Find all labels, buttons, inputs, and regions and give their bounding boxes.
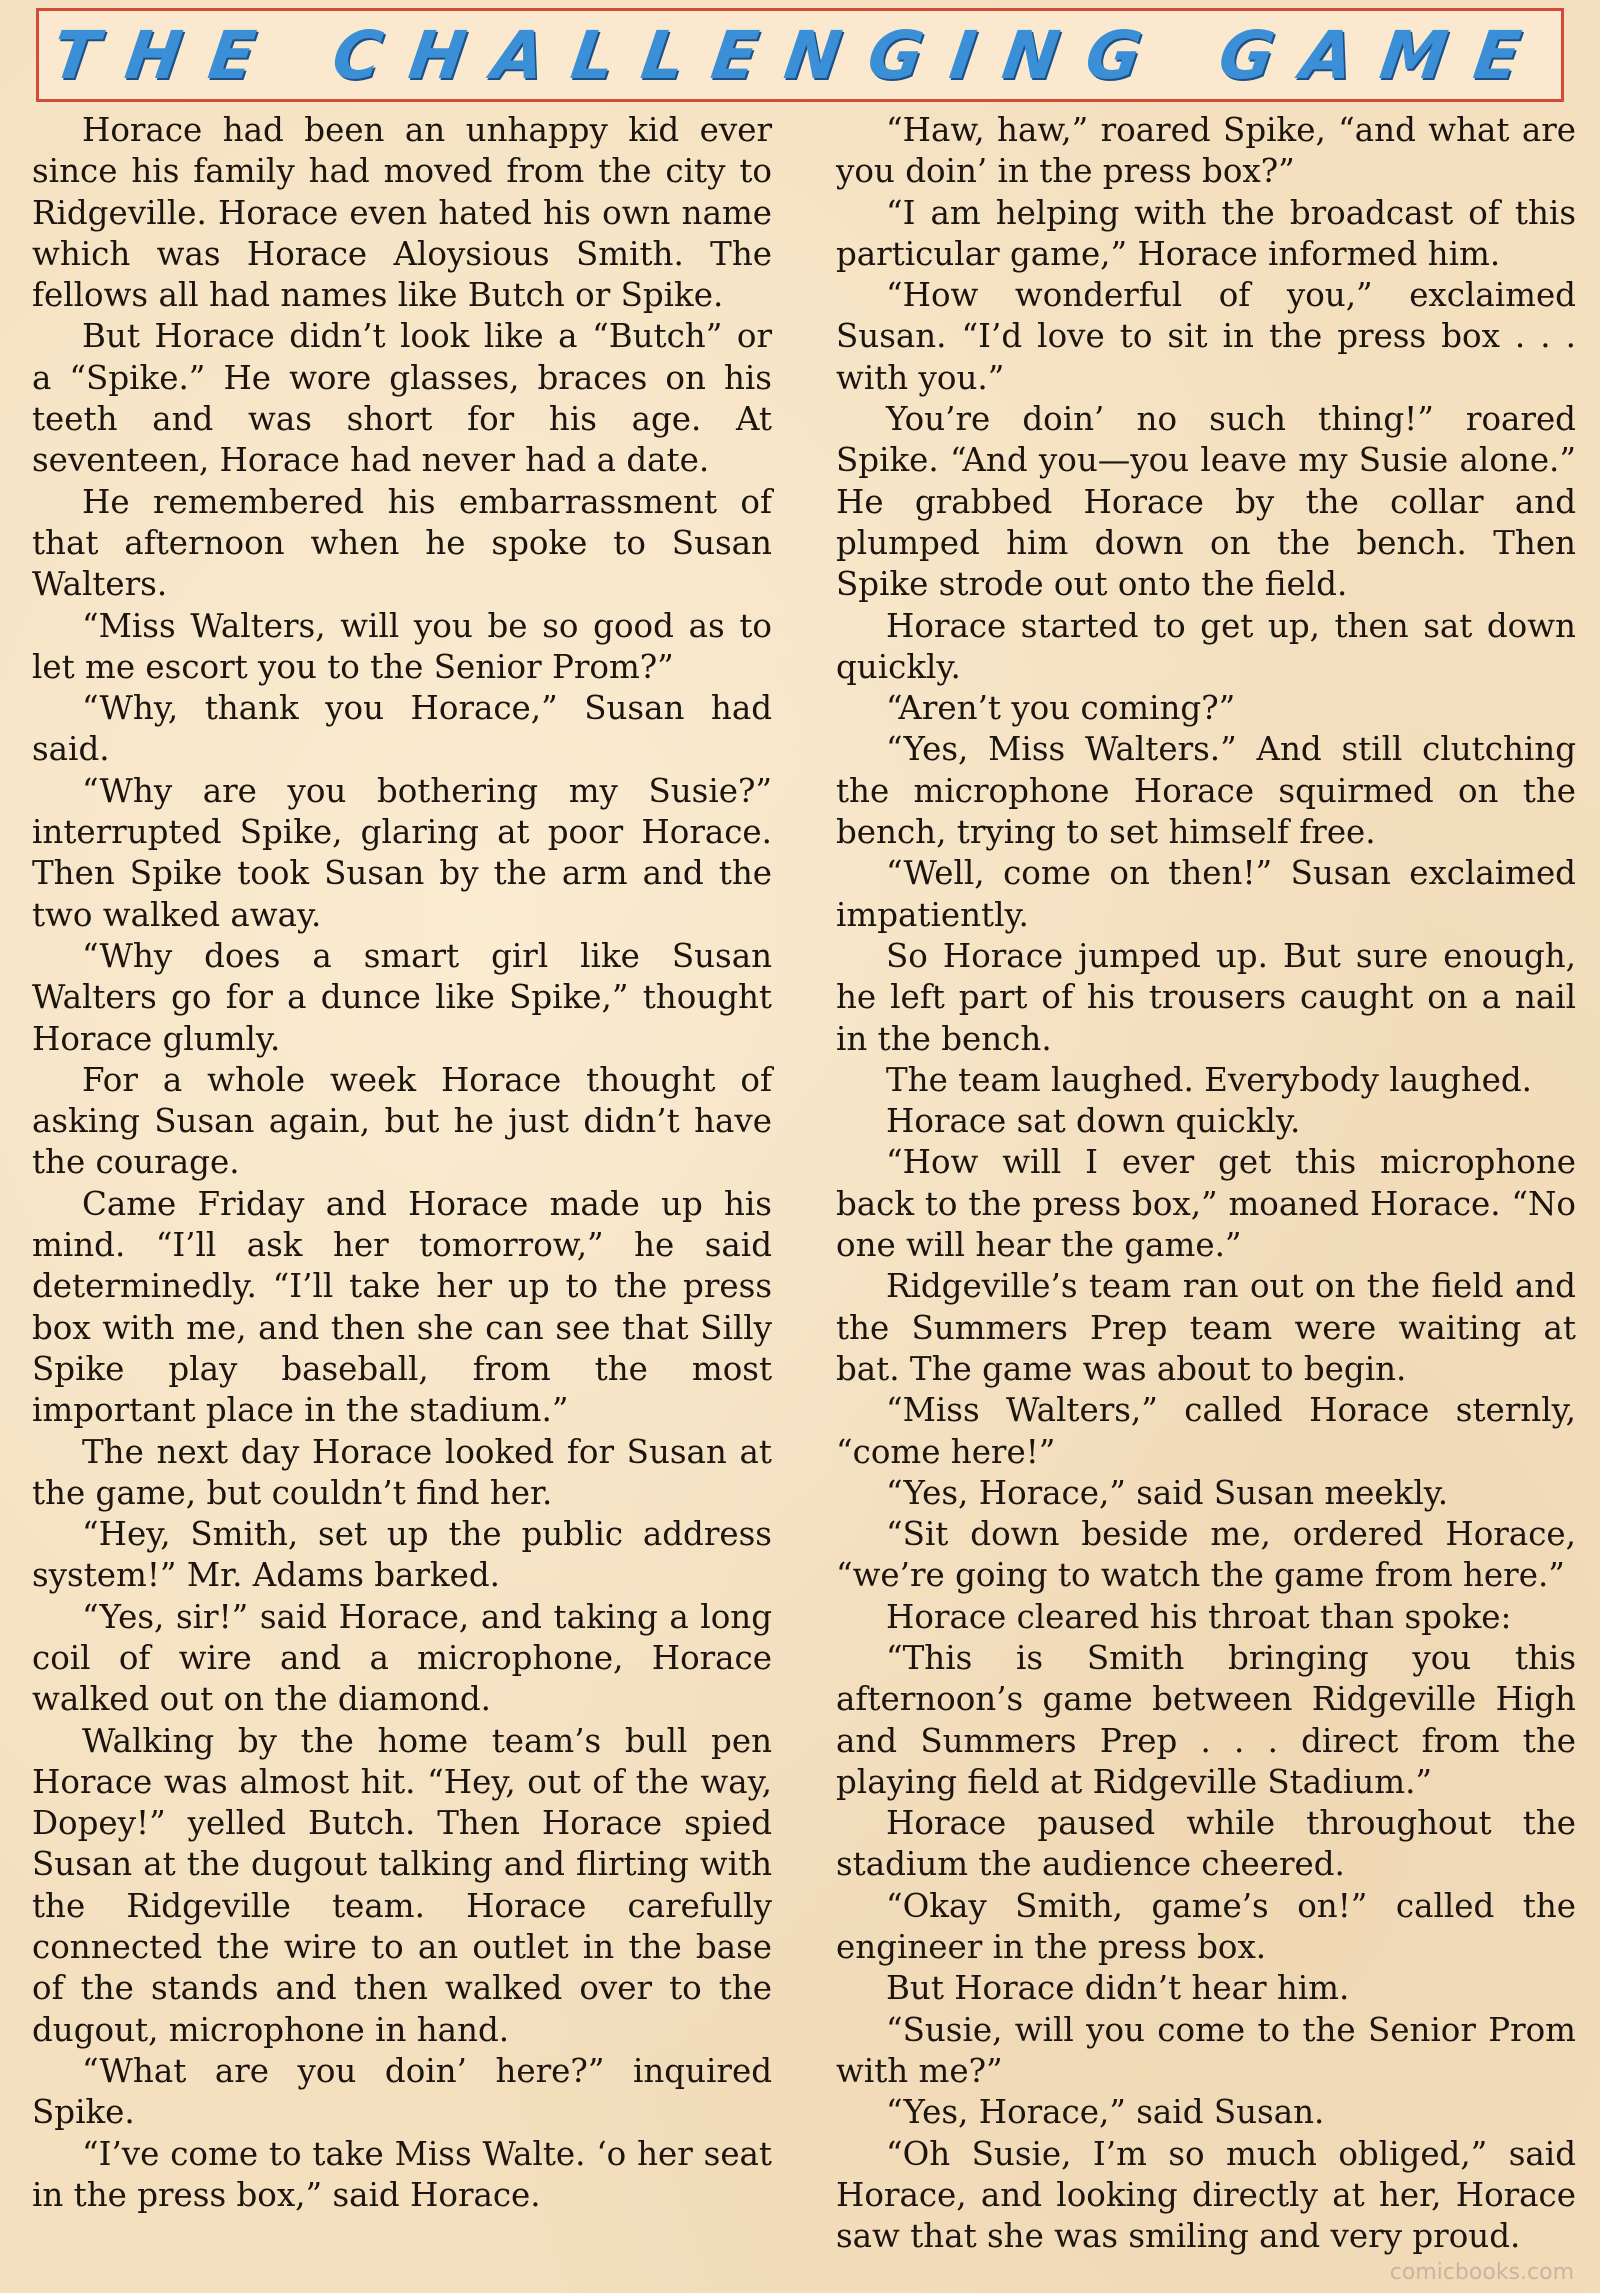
story-paragraph: “I’ve come to take Miss Walte. ‘o her seat in the press box,” said Horace. [32,2134,772,2214]
story-paragraph: But Horace didn’t hear him. [886,1969,1350,2008]
story-paragraph: “I am helping with the broadcast of this particular game,” Horace informed him. [836,193,1576,273]
story-paragraph: “Why are you bothering my Susie?” interrupted Spike, glaring at poor Horace. Then Spike took Susan by the arm and the two walked away. [32,771,772,934]
story-column-left [32,110,772,2216]
story-paragraph: “Haw, haw,” roared Spike, “and what are you doin’ in the press box?” [836,111,1576,191]
story-paragraph: For a whole week Horace thought of asking Susan again, but he just didn’t have the courage. [32,1060,772,1182]
story-paragraph: “Well, come on then!” Susan exclaimed impatiently. [836,854,1576,934]
story-paragraph: “How wonderful of you,” exclaimed Susan. “I’d love to sit in the press box . . . with you.” [836,276,1576,397]
story-paragraph: “Sit down beside me, ordered Horace, “we’re going to watch the game from here.” [836,1515,1576,1595]
story-paragraph: “Aren’t you coming?” [886,689,1236,728]
story-paragraph: “Yes, Horace,” said Susan. [886,2093,1325,2132]
story-paragraph: You’re doin’ no such thing!” roared Spike. “And you—you leave my Susie alone.” He grabbed Horace by the collar and plumped him down on the bench. Then Spike strode out onto the field. [836,400,1576,604]
story-paragraph: “This is Smith bringing you this afternoon’s game between Ridgeville High and Summers Prep . . . direct from the playing field at Ridgeville Stadium.” [836,1638,1576,1801]
story-paragraph: “Why does a smart girl like Susan Walters go for a dunce like Spike,” thought Horace glumly. [32,936,772,1058]
story-paragraph: “Yes, Horace,” said Susan meekly. [886,1473,1449,1512]
story-paragraph: “Why, thank you Horace,” Susan had said. [32,689,772,769]
story-paragraph: Ridgeville’s team ran out on the field and the Summers Prep team were waiting at bat. The game was about to begin. [836,1267,1576,1388]
story-paragraph: But Horace didn’t look like a “Butch” or a “Spike.” He wore glasses, braces on his teeth and was short for his age. At seventeen, Horace had never had a date. [32,317,772,480]
story-column-right [836,110,1576,2257]
story-paragraph: “Hey, Smith, set up the public address system!” Mr. Adams barked. [32,1515,772,1595]
story-paragraph: “How will I ever get this microphone back to the press box,” moaned Horace. “No one will hear the game.” [836,1143,1576,1265]
story-paragraph: The next day Horace looked for Susan at the game, but couldn’t find her. [32,1432,772,1512]
story-paragraph: So Horace jumped up. But sure enough, he left part of his trousers caught on a nail in the bench. [836,936,1576,1058]
story-paragraph: “Yes, Miss Walters.” And still clutching the microphone Horace squirmed on the bench, trying to set himself free. [836,730,1576,852]
story-paragraph: “Miss Walters,” called Horace sternly, “come here!” [836,1391,1576,1471]
story-paragraph: Horace cleared his throat than spoke: [886,1597,1512,1636]
story-paragraph: “What are you doin’ here?” inquired Spike. [32,2051,772,2132]
story-paragraph: “Oh Susie, I’m so much obliged,” said Horace, and looking directly at her, Horace saw that she was smiling and very proud. [836,2134,1576,2256]
story-paragraph: Horace had been an unhappy kid ever since his family had moved from the city to Ridgeville. Horace even hated his own name which was Horace Aloysious Smith. The fellows all had names like Butch or Spike. [32,111,772,315]
story-paragraph: Came Friday and Horace made up his mind. “I’ll ask her tomorrow,” he said determinedly. “I’ll take her up to the press box with me, and then she can see that Silly Spike play baseball, from the most important place in the stadium.” [32,1184,772,1430]
page-title: THE CHALLENGING GAME [47,16,1553,94]
story-paragraph: Horace started to get up, then sat down quickly. [836,606,1576,686]
story-paragraph: “Miss Walters, will you be so good as to let me escort you to the Senior Prom?” [32,606,772,686]
story-paragraph: Horace sat down quickly. [886,1102,1301,1141]
story-paragraph: Walking by the home team’s bull pen Horace was almost hit. “Hey, out of the way, Dopey!” yelled Butch. Then Horace spied Susan at the dugout talking and flirting with the Ridgeville team. Horace carefully connected the wire to an outlet in the base of the stands and then walked over to the dugout, microphone in hand. [32,1721,772,2049]
watermark: comicbooks.com [1389,2260,1574,2285]
story-paragraph: “Yes, sir!” said Horace, and taking a long coil of wire and a microphone, Horace walked out on the diamond. [32,1597,772,1719]
story-paragraph: The team laughed. Everybody laughed. [886,1060,1533,1099]
story-paragraph: “Okay Smith, game’s on!” called the engineer in the press box. [836,1886,1576,1967]
story-paragraph: Horace paused while throughout the stadium the audience cheered. [836,1804,1576,1884]
story-paragraph: “Susie, will you come to the Senior Prom with me?” [836,2010,1576,2090]
story-paragraph: He remembered his embarrassment of that afternoon when he spoke to Susan Walters. [32,482,772,604]
title-banner [36,8,1564,102]
